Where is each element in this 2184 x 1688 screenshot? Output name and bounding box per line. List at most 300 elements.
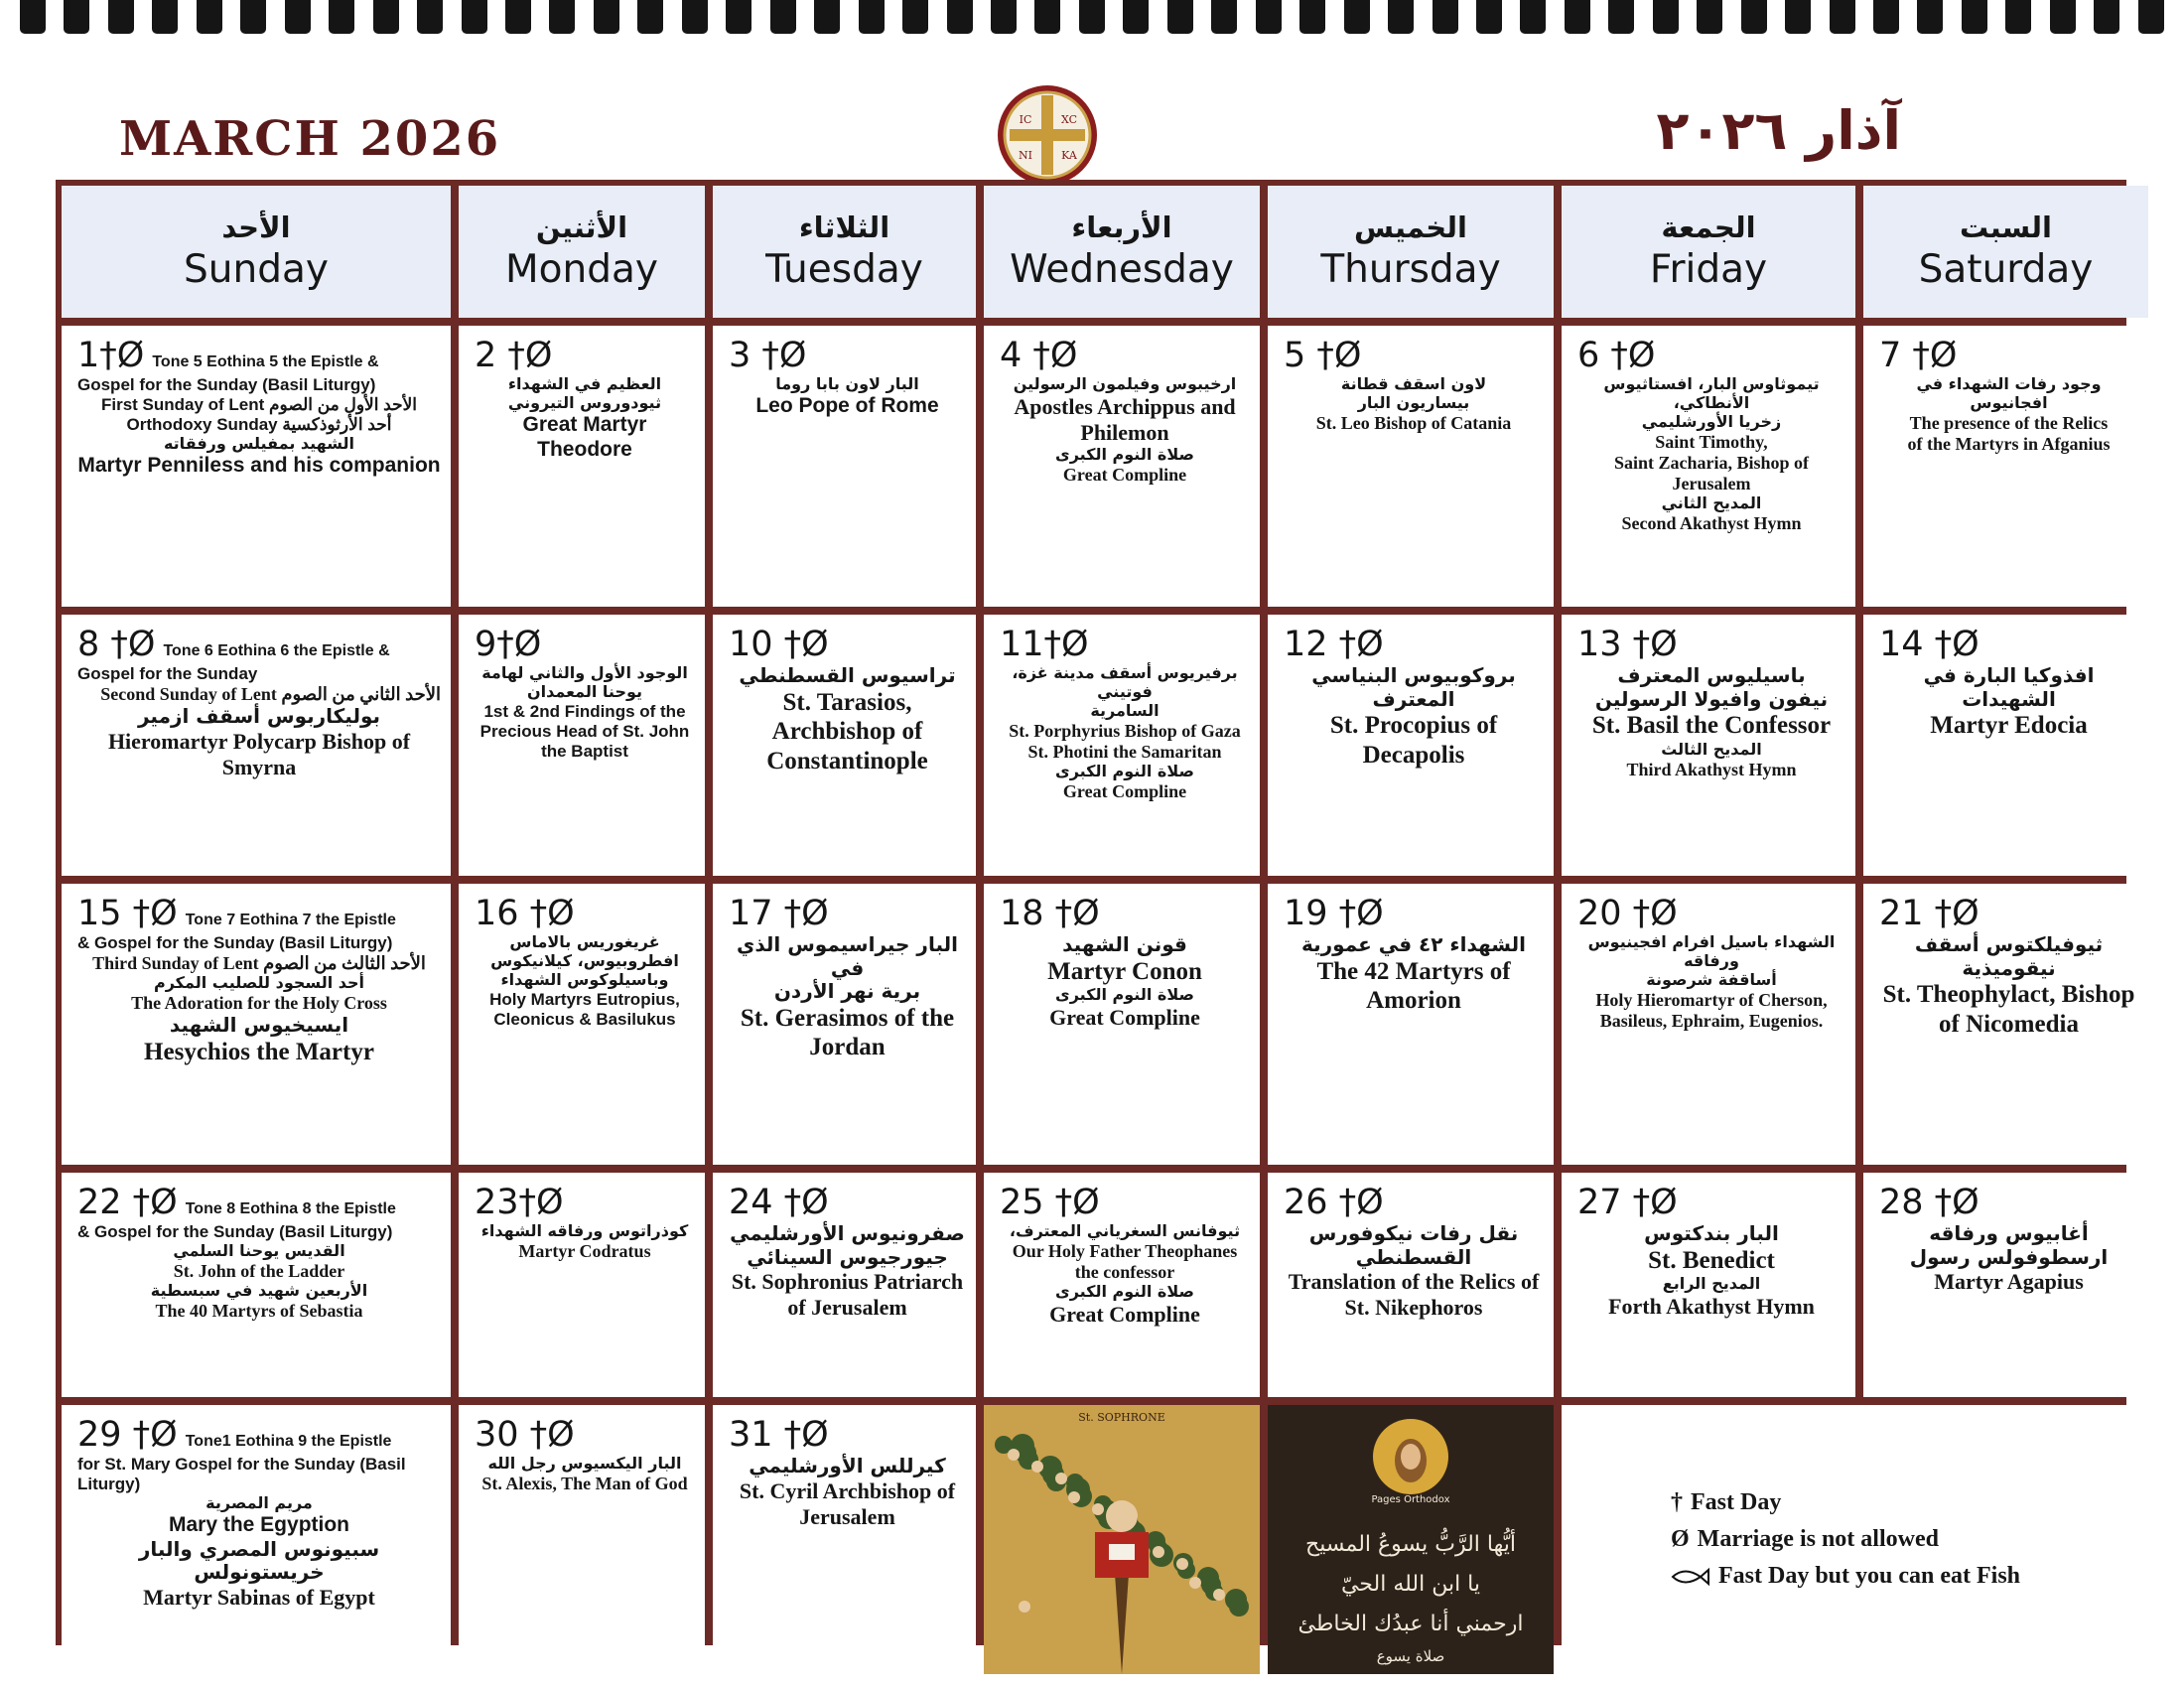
legend-text: Fast Day — [1691, 1489, 1782, 1515]
tone-text: Tone 6 Eothina 6 the Epistle & — [163, 642, 390, 659]
binder-ring — [1917, 0, 1943, 34]
day-number: 10 †Ø — [729, 625, 829, 664]
feast-line: صلاة النوم الكبرى — [1055, 985, 1194, 1005]
feast-line: ثيوفانس السغرياني المعترف، — [1009, 1221, 1241, 1240]
feast-line: صلاة النوم الكبرى — [1055, 444, 1194, 464]
tone-text: Tone1 Eothina 9 the Epistle — [185, 1433, 392, 1450]
christ-icon — [1371, 1417, 1450, 1496]
feast-line: The Adoration for the Holy Cross — [131, 993, 387, 1014]
feast-line: St. Benedict — [1648, 1246, 1775, 1274]
weekday-arabic: السبت — [1960, 210, 2052, 244]
binder-ring — [1344, 0, 1370, 34]
day-number: 3 †Ø — [729, 336, 807, 375]
prayer-signature: صلاة يسوع — [1376, 1647, 1445, 1665]
feast-line: St. Alexis, The Man of God — [481, 1473, 688, 1493]
day-number: 1†Ø — [77, 336, 145, 375]
legend-item — [1671, 1558, 2148, 1595]
day-heading — [1284, 894, 1544, 933]
binder-ring — [1520, 0, 1546, 34]
feast-line: افذوكيا البارة في الشهيدات — [1923, 663, 2095, 711]
feast-line: البار بندكتوس — [1644, 1221, 1779, 1245]
feast-line: لاون اسقف قطانة — [1340, 374, 1487, 393]
day-cell — [62, 1173, 451, 1397]
day-heading — [1000, 336, 1250, 375]
day-cell — [62, 1405, 451, 1674]
day-number: 31 †Ø — [729, 1415, 829, 1455]
feast-line: Martyr Codratus — [518, 1240, 651, 1261]
binder-ring — [1256, 0, 1282, 34]
day-heading — [729, 1183, 966, 1222]
day-cell — [1562, 1173, 1855, 1397]
day-heading — [1577, 894, 1845, 933]
binder-ring — [329, 0, 354, 34]
day-number: 12 †Ø — [1284, 625, 1384, 664]
weekday-arabic: الأربعاء — [1071, 210, 1172, 244]
ic-xc-nika-cross-icon — [996, 83, 1099, 187]
binder-ring — [1034, 0, 1060, 34]
day-heading — [475, 894, 695, 933]
weekday-header — [62, 186, 451, 318]
feast-line: زخريا الأورشليمي — [1641, 411, 1782, 431]
day-number: 29 †Ø — [77, 1415, 178, 1455]
day-heading — [475, 625, 695, 664]
feast-line: Our Holy Father Theophanes the confessor — [1012, 1240, 1238, 1283]
day-heading — [1879, 336, 2138, 375]
feast-line: يوحنا المعمدان — [526, 681, 643, 701]
day-cell — [459, 884, 705, 1165]
feast-line: & Gospel for the Sunday (Basil Liturgy) — [77, 1222, 393, 1241]
weekday-english: Monday — [505, 246, 658, 292]
feast-line: سبيونوس المصري والبار خريستونولس — [138, 1536, 380, 1585]
day-cell — [713, 326, 976, 607]
binder-ring — [2005, 0, 2031, 34]
day-heading — [1284, 1183, 1544, 1222]
feast-line: Translation of the Relics of St. Nikephoros — [1288, 1269, 1540, 1321]
day-cell — [62, 884, 451, 1165]
feast-line: Holy Hieromartyr of Cherson, Basileus, Ephraim, Eugenios. — [1595, 989, 1828, 1031]
day-cell — [1562, 326, 1855, 607]
feast-line: Hieromartyr Polycarp Bishop of Smyrna — [107, 728, 411, 779]
day-heading — [1879, 625, 2138, 664]
feast-line: The presence of the Relics — [1909, 412, 2109, 433]
weekday-arabic: الثلاثاء — [798, 210, 890, 244]
feast-line: العظيم في الشهداء — [507, 374, 662, 393]
weekday-arabic: الجمعة — [1661, 210, 1756, 244]
prayer-line: يا ابن الله الحيّ — [1340, 1572, 1481, 1597]
day-cell — [1863, 884, 2148, 1165]
feast-line: Forth Akathyst Hymn — [1608, 1293, 1815, 1319]
weekday-arabic: الأحد — [221, 210, 291, 244]
feast-line: غريغوريس بالاماس — [509, 932, 660, 951]
feast-line: Gospel for the Sunday (Basil Liturgy) — [77, 375, 376, 394]
feast-line: صفرونيوس الأورشليمي — [730, 1221, 965, 1245]
binder-ring — [902, 0, 928, 34]
day-heading — [1879, 1183, 2138, 1222]
day-cell — [713, 884, 976, 1165]
binder-ring — [1123, 0, 1149, 34]
day-number: 30 †Ø — [475, 1415, 575, 1455]
weekday-english: Sunday — [184, 246, 329, 292]
feast-line: برفيريوس أسقف مدينة غزة، فوتيني — [1012, 663, 1238, 701]
binder-ring — [285, 0, 311, 34]
day-cell — [62, 326, 451, 607]
weekday-header — [713, 186, 976, 318]
day-number: 20 †Ø — [1577, 894, 1678, 933]
feast-line: المديح الرابع — [1662, 1274, 1761, 1294]
feast-line: المديح الثالث — [1661, 739, 1762, 759]
day-number: 4 †Ø — [1000, 336, 1078, 375]
day-number: 21 †Ø — [1879, 894, 1979, 933]
binder-ring — [1962, 0, 1987, 34]
weekday-arabic: الخميس — [1353, 210, 1467, 244]
legend-item — [1671, 1484, 2148, 1521]
day-number: 27 †Ø — [1577, 1183, 1678, 1222]
binder-ring — [682, 0, 708, 34]
feast-line: 1st & 2nd Findings of the Precious Head of St. John the Baptist — [479, 701, 690, 761]
day-cell — [713, 1405, 976, 1674]
binder-ring — [549, 0, 575, 34]
day-number: 13 †Ø — [1577, 625, 1678, 664]
weekday-english: Saturday — [1918, 246, 2094, 292]
feast-line: St. Procopius of Decapolis — [1329, 712, 1498, 769]
day-cell — [1268, 326, 1554, 607]
binder-ring — [991, 0, 1017, 34]
binder-ring — [462, 0, 487, 34]
prayer-line: أيُّها الرَّبُّ يسوعُ المسيح — [1305, 1532, 1516, 1557]
month-title-arabic: آذار ٢٠٢٦ — [1656, 99, 1901, 162]
feast-line: St. Sophronius Patriarch of Jerusalem — [731, 1269, 964, 1321]
svg-text:NI: NI — [1019, 149, 1032, 162]
weekday-english: Thursday — [1320, 246, 1501, 292]
binder-ring — [1873, 0, 1899, 34]
feast-line: صلاة النوم الكبرى — [1055, 762, 1194, 781]
feast-line: Third Akathyst Hymn — [1626, 759, 1797, 779]
feast-line: ارخيبوس وفيلمون الرسولين — [1013, 374, 1237, 393]
feast-line: Second Akathyst Hymn — [1621, 513, 1802, 534]
fish-icon — [1671, 1566, 1710, 1588]
day-cell — [459, 326, 705, 607]
feast-line: The 40 Martyrs of Sebastia — [155, 1301, 363, 1322]
day-number: 8 †Ø — [77, 625, 156, 664]
feast-line: Martyr Conon — [1047, 957, 1202, 985]
feast-line: ثيودوروس التيروني — [507, 392, 662, 412]
binder-ring — [2050, 0, 2076, 34]
day-cell — [984, 1173, 1260, 1397]
svg-text:XC: XC — [1060, 113, 1078, 126]
day-heading — [77, 336, 441, 375]
day-cell — [459, 1173, 705, 1397]
feast-line: St. Theophylact, Bishop of Nicomedia — [1882, 981, 2135, 1038]
month-title-english: MARCH 2026 — [119, 111, 501, 167]
binder-ring — [417, 0, 443, 34]
feast-line: جيورجيوس السينائي — [747, 1244, 948, 1269]
feast-line: Great Compline — [1049, 1302, 1200, 1328]
day-heading — [77, 625, 441, 664]
feast-line: بوليكاربوس أسقف ازمير — [137, 704, 381, 729]
day-number: 25 †Ø — [1000, 1183, 1100, 1222]
feast-line: of the Martyrs in Afganius — [1907, 433, 2111, 454]
day-heading — [1284, 336, 1544, 375]
feast-line: كوذراتوس ورفاقه الشهداء — [480, 1221, 689, 1240]
day-heading — [1577, 625, 1845, 664]
feast-line: ارسطوفولس رسول — [1909, 1244, 2109, 1269]
feast-line: Great Compline — [1049, 1004, 1200, 1030]
feast-line: ثيوفيلكتوس أسقف نيقوميذية — [1914, 932, 2104, 980]
day-heading — [1000, 625, 1250, 664]
feast-line: St. Porphyrius Bishop of Gaza — [1009, 720, 1241, 741]
binder-ring — [1433, 0, 1458, 34]
binder-ring — [1697, 0, 1722, 34]
feast-line: Apostles Archippus and Philemon — [1014, 393, 1236, 445]
feast-line: ايسيخيوس الشهيد — [169, 1013, 349, 1038]
weekday-english: Friday — [1649, 246, 1768, 292]
feast-line: St. Leo Bishop of Catania — [1315, 412, 1512, 433]
day-heading — [475, 336, 695, 375]
binder-ring — [152, 0, 178, 34]
feast-line: افطروبيوس، كيلانيكوس — [490, 950, 679, 970]
feast-line: & Gospel for the Sunday (Basil Liturgy) — [77, 933, 393, 952]
feast-line: البار لاون بابا روما — [775, 374, 919, 393]
day-cell — [713, 1173, 976, 1397]
feast-line: St. Gerasimos of the Jordan — [740, 1004, 955, 1061]
day-heading — [1577, 336, 1845, 375]
feast-line: Great Compline — [1062, 780, 1187, 801]
day-number: 19 †Ø — [1284, 894, 1384, 933]
day-heading — [77, 1415, 441, 1455]
feast-line: Orthodoxy Sunday أحد الأرثوذكسية — [126, 415, 392, 435]
jesus-prayer-card — [1268, 1405, 1554, 1674]
day-heading — [77, 1183, 441, 1222]
day-cell — [984, 326, 1260, 607]
binder-spiral — [20, 0, 2164, 34]
day-heading — [729, 1415, 966, 1455]
prayer-card-header: Pages Orthodox — [1371, 1494, 1450, 1505]
day-number: 6 †Ø — [1577, 336, 1656, 375]
feast-line: المديح الثاني — [1661, 493, 1762, 513]
feast-line: السامرية — [1090, 700, 1160, 720]
feast-line: بيساريون البار — [1357, 392, 1470, 412]
binder-ring — [2094, 0, 2119, 34]
feast-line: الشهداء ٤٢ في عمورية — [1301, 932, 1526, 956]
binder-ring — [197, 0, 222, 34]
legend-box — [1562, 1405, 2148, 1674]
day-heading — [729, 625, 966, 664]
binder-ring — [1785, 0, 1811, 34]
day-heading — [1000, 894, 1250, 933]
weekday-english: Wednesday — [1010, 246, 1234, 292]
day-cell — [459, 615, 705, 876]
day-cell — [1268, 884, 1554, 1165]
legend-symbol: Ø — [1671, 1526, 1690, 1552]
feast-line: Mary the Egyption — [168, 1512, 350, 1536]
feast-line: الأربعين شهيد في سبسطية — [150, 1281, 368, 1301]
binder-ring — [1299, 0, 1325, 34]
feast-line: كيرللس الأورشليمي — [749, 1454, 946, 1477]
feast-line: المعترف — [1372, 686, 1455, 711]
binder-ring — [859, 0, 885, 34]
day-cell — [984, 615, 1260, 876]
day-cell — [1863, 615, 2148, 876]
weekday-header — [1268, 186, 1554, 318]
weekday-header — [984, 186, 1260, 318]
weekday-arabic: الأثنين — [535, 210, 628, 244]
day-cell — [1562, 615, 1855, 876]
day-number: 17 †Ø — [729, 894, 829, 933]
legend-item — [1671, 1521, 2148, 1558]
feast-line: Second Sunday of Lent الأحد الثاني من الصوم — [100, 684, 441, 705]
binder-ring — [726, 0, 751, 34]
binder-ring — [1476, 0, 1502, 34]
feast-line: Great Compline — [1062, 464, 1187, 485]
day-heading — [1577, 1183, 1845, 1222]
binder-ring — [64, 0, 89, 34]
feast-line: وجود رفات الشهداء في افجانيوس — [1916, 374, 2102, 412]
day-cell — [1863, 326, 2148, 607]
tone-text: Tone 8 Eothina 8 the Epistle — [185, 1200, 396, 1217]
day-number: 5 †Ø — [1284, 336, 1362, 375]
binder-ring — [770, 0, 796, 34]
feast-line: البار جيراسيموس الذي في — [737, 932, 958, 980]
day-heading — [1000, 1183, 1250, 1222]
legend-text: Marriage is not allowed — [1697, 1526, 1939, 1552]
day-cell — [1863, 1173, 2148, 1397]
day-heading — [475, 1415, 695, 1455]
feast-line: Martyr Sabinas of Egypt — [143, 1584, 375, 1610]
day-cell — [984, 884, 1260, 1165]
day-number: 26 †Ø — [1284, 1183, 1384, 1222]
weekday-english: Tuesday — [765, 246, 923, 292]
feast-line: Third Sunday of Lent الأحد الثالث من الصوم — [92, 953, 426, 974]
feast-line: Saint Zacharia, Bishop of Jerusalem — [1613, 452, 1810, 494]
binder-ring — [373, 0, 399, 34]
day-cell — [1562, 884, 1855, 1165]
binder-ring — [108, 0, 134, 34]
svg-text:KA: KA — [1061, 149, 1077, 162]
icon-caption: St. SOPHRONE — [1078, 1411, 1165, 1424]
day-number: 24 †Ø — [729, 1183, 829, 1222]
svg-text:IC: IC — [1019, 113, 1032, 126]
day-heading — [475, 1183, 695, 1222]
feast-line: Martyr Agapius — [1934, 1269, 2084, 1295]
feast-line: نقل رفات نيكوفورس القسطنطي — [1308, 1221, 1519, 1269]
binder-ring — [1079, 0, 1105, 34]
feast-line: الشهيد بمفيلس ورفقاته — [163, 434, 355, 454]
binder-ring — [1167, 0, 1193, 34]
day-number: 11†Ø — [1000, 625, 1089, 664]
feast-line: St. John of the Ladder — [173, 1260, 345, 1281]
feast-line: St. Basil the Confessor — [1591, 712, 1832, 740]
feast-line: الشهداء باسيل افرام افجينيوس ورفاقه — [1587, 932, 1836, 970]
feast-line: برية نهر الأردن — [773, 979, 921, 1004]
binder-ring — [20, 0, 46, 34]
feast-line: القديس يوحنا السلمي — [173, 1241, 345, 1261]
binder-ring — [1741, 0, 1767, 34]
feast-line: تيموثاوس البار، افستاثيوس الأنطاكي، — [1603, 374, 1820, 412]
day-number: 28 †Ø — [1879, 1183, 1979, 1222]
feast-line: أساقفة شرصونة — [1646, 969, 1777, 989]
feast-line: Martyr Edocia — [1930, 712, 2088, 740]
day-cell — [1268, 615, 1554, 876]
binder-ring — [637, 0, 663, 34]
tone-text: Tone 5 Eothina 5 the Epistle & — [152, 353, 379, 370]
saint-sophrone-icon — [984, 1405, 1260, 1674]
binder-ring — [2138, 0, 2164, 34]
weekday-header — [1863, 186, 2148, 318]
feast-line: Martyr Penniless and his companion — [77, 454, 441, 478]
feast-line: مريم المصرية — [205, 1493, 313, 1513]
day-number: 22 †Ø — [77, 1183, 178, 1222]
feast-line: البار اليكسيوس رجل الله — [487, 1454, 682, 1473]
day-number: 7 †Ø — [1879, 336, 1958, 375]
day-cell — [62, 615, 451, 876]
binder-ring — [1830, 0, 1855, 34]
binder-ring — [1565, 0, 1590, 34]
day-heading — [729, 894, 966, 933]
feast-line: أحد السجود للصليب المكرم — [153, 973, 365, 993]
feast-line: The 42 Martyrs of Amorion — [1316, 957, 1511, 1015]
prayer-line: ارحمني أنا عبدُك الخاطئ — [1297, 1612, 1524, 1636]
feast-line: أغابيوس ورفاقه — [1929, 1221, 2089, 1245]
feast-line: Holy Martyrs Eutropius, Cleonicus & Basilukus — [489, 989, 680, 1029]
tone-text: Tone 7 Eothina 7 the Epistle — [185, 912, 396, 928]
feast-line: St. Photini the Samaritan — [1027, 741, 1222, 762]
day-number: 2 †Ø — [475, 336, 553, 375]
feast-line: St. Cyril Archbishop of Jerusalem — [739, 1477, 956, 1529]
feast-line: Gospel for the Sunday — [77, 664, 258, 683]
feast-line: Great Martyr Theodore — [522, 412, 647, 461]
binder-ring — [947, 0, 973, 34]
day-number: 16 †Ø — [475, 894, 575, 933]
feast-line: St. Tarasios, Archbishop of Constantinople — [766, 688, 928, 774]
day-heading — [77, 894, 441, 933]
feast-line: وباسيلوكوس الشهداء — [500, 969, 669, 989]
feast-line: for St. Mary Gospel for the Sunday (Basil Liturgy) — [77, 1455, 406, 1494]
feast-line: Leo Pope of Rome — [755, 393, 939, 417]
feast-line: Saint Timothy, — [1655, 431, 1768, 452]
day-cell — [1268, 1173, 1554, 1397]
binder-ring — [814, 0, 840, 34]
legend-symbol: † — [1671, 1489, 1683, 1515]
day-heading — [729, 336, 966, 375]
binder-ring — [505, 0, 531, 34]
day-cell — [459, 1405, 705, 1674]
calendar-grid — [56, 180, 2135, 1665]
feast-line: تراسيوس القسطنطي — [739, 663, 956, 687]
day-number: 14 †Ø — [1879, 625, 1979, 664]
tree-of-jesse-icon — [984, 1405, 1260, 1674]
day-heading — [1879, 894, 2138, 933]
binder-ring — [1388, 0, 1414, 34]
binder-ring — [240, 0, 266, 34]
feast-line: نيفون وافيولا الرسولين — [1594, 686, 1829, 711]
feast-line: صلاة النوم الكبرى — [1055, 1282, 1194, 1302]
day-number: 15 †Ø — [77, 894, 178, 933]
feast-line: First Sunday of Lent الأحد الأول من الصوم — [100, 395, 418, 415]
binder-ring — [594, 0, 619, 34]
legend-text: Fast Day but you can eat Fish — [1718, 1563, 2021, 1589]
day-heading — [1284, 625, 1544, 664]
weekday-header — [459, 186, 705, 318]
day-cell — [713, 615, 976, 876]
day-number: 18 †Ø — [1000, 894, 1100, 933]
feast-line: باسيليوس المعترف — [1617, 663, 1806, 687]
feast-line: بروكوبيوس البنياسي — [1311, 663, 1516, 687]
binder-ring — [1608, 0, 1634, 34]
day-number: 9†Ø — [475, 625, 542, 664]
day-number: 23†Ø — [475, 1183, 564, 1222]
weekday-header — [1562, 186, 1855, 318]
feast-line: الوجود الأول والثاني لهامة — [481, 663, 688, 682]
